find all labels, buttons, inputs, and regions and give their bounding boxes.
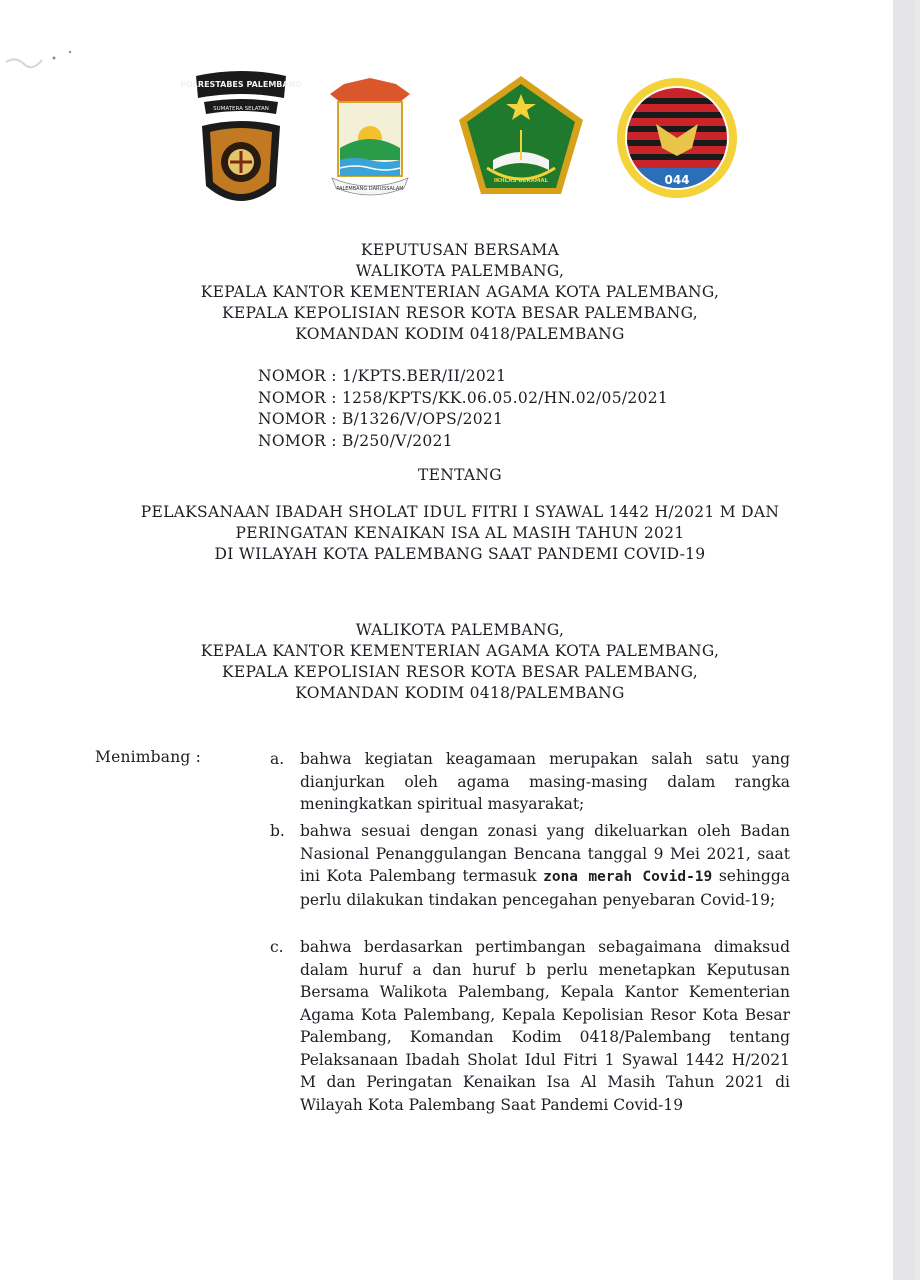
consideration-item-a xyxy=(270,748,790,816)
title-line: KOMANDAN KODIM 0418/PALEMBANG xyxy=(295,325,625,343)
authorities-heading xyxy=(0,620,920,704)
subject-line: PELAKSANAAN IBADAH SHOLAT IDUL FITRI I SYAWAL 1442 H/2021 M DAN xyxy=(140,503,780,521)
nomor-line: NOMOR : B/250/V/2021 xyxy=(258,431,453,450)
decree-title xyxy=(0,240,920,345)
item-text: bahwa berdasarkan pertimbangan sebagaimana dimaksud dalam huruf a dan huruf b perlu menetapkan Keputusan Bersama Walikota Palembang, Kepala Kantor Kementerian Agama Kota Palembang, Kepala Kepolisian Resor Kota Besar Palembang, Komandan Kodim 0418/Palembang tentang Pelaksanaan Ibadah Sholat Idul Fitri 1 Syawal 1442 H/2021 M dan Peringatan Kenaikan Isa Al Masih Tahun 2021 di Wilayah Kota Palembang Saat Pandemi Covid-19 xyxy=(300,938,790,1114)
decree-numbers xyxy=(258,366,668,452)
polrestabes-logo xyxy=(180,68,302,214)
decree-subject xyxy=(0,502,920,565)
consideration-item-b xyxy=(270,820,790,911)
item-text xyxy=(300,820,790,911)
title-line: KEPALA KANTOR KEMENTERIAN AGAMA KOTA PALEMBANG, xyxy=(200,283,720,301)
authority-line: KEPALA KEPOLISIAN RESOR KOTA BESAR PALEMBANG, xyxy=(222,663,698,681)
item-letter: a. xyxy=(270,750,285,768)
palembang-city-logo xyxy=(320,76,420,212)
title-line: KEPUTUSAN BERSAMA xyxy=(360,241,560,259)
authority-line: WALIKOTA PALEMBANG, xyxy=(355,621,565,639)
polrestabes-logo-text-top: POLRESTABES PALEMBANG xyxy=(180,80,302,89)
palembang-logo-text: PALEMBANG DARUSSALAM xyxy=(336,186,404,192)
authority-line: KOMANDAN KODIM 0418/PALEMBANG xyxy=(295,684,625,702)
subject-line: PERINGATAN KENAIKAN ISA AL MASIH TAHUN 2021 xyxy=(235,524,685,542)
nomor-line: NOMOR : 1258/KPTS/KK.06.05.02/HN.02/05/2021 xyxy=(258,388,669,407)
item-letter: c. xyxy=(270,938,284,956)
item-letter: b. xyxy=(270,822,285,840)
title-line: WALIKOTA PALEMBANG, xyxy=(355,262,565,280)
tentang-heading: TENTANG xyxy=(418,466,502,484)
zona-merah-emphasis: zona merah Covid-19 xyxy=(543,869,713,885)
kodim-logo-text: 044 xyxy=(664,173,690,187)
kemenag-logo-text: IKHLAS BERAMAL xyxy=(493,178,549,184)
item-text-after: sehingga perlu dilakukan tindakan pencegahan penyebaran Covid-19; xyxy=(300,867,790,909)
menimbang-label: Menimbang : xyxy=(95,748,202,766)
kemenag-logo xyxy=(455,72,587,200)
title-line: KEPALA KEPOLISIAN RESOR KOTA BESAR PALEMBANG, xyxy=(222,304,698,322)
nomor-line: NOMOR : B/1326/V/OPS/2021 xyxy=(258,410,504,428)
consideration-item-c xyxy=(270,936,790,1116)
subject-line: DI WILAYAH KOTA PALEMBANG SAAT PANDEMI COVID-19 xyxy=(214,545,706,563)
authority-line: KEPALA KANTOR KEMENTERIAN AGAMA KOTA PALEMBANG, xyxy=(200,642,720,660)
item-text-before: bahwa sesuai dengan zonasi yang dikeluarkan oleh Badan Nasional Penanggulangan Bencana tanggal 9 Mei 2021, saat ini Kota Palembang termasuk xyxy=(300,822,790,885)
polrestabes-logo-text-bottom: SUMATERA SELATAN xyxy=(213,106,269,112)
logo-row xyxy=(0,62,893,212)
kodim-logo xyxy=(612,76,742,200)
nomor-line: NOMOR : 1/KPTS.BER/II/2021 xyxy=(258,367,507,385)
scan-margin xyxy=(893,0,915,1280)
item-text: bahwa kegiatan keagamaan merupakan salah satu yang dianjurkan oleh agama masing-masing dalam rangka meningkatkan spiritual masyarakat; xyxy=(300,750,790,813)
